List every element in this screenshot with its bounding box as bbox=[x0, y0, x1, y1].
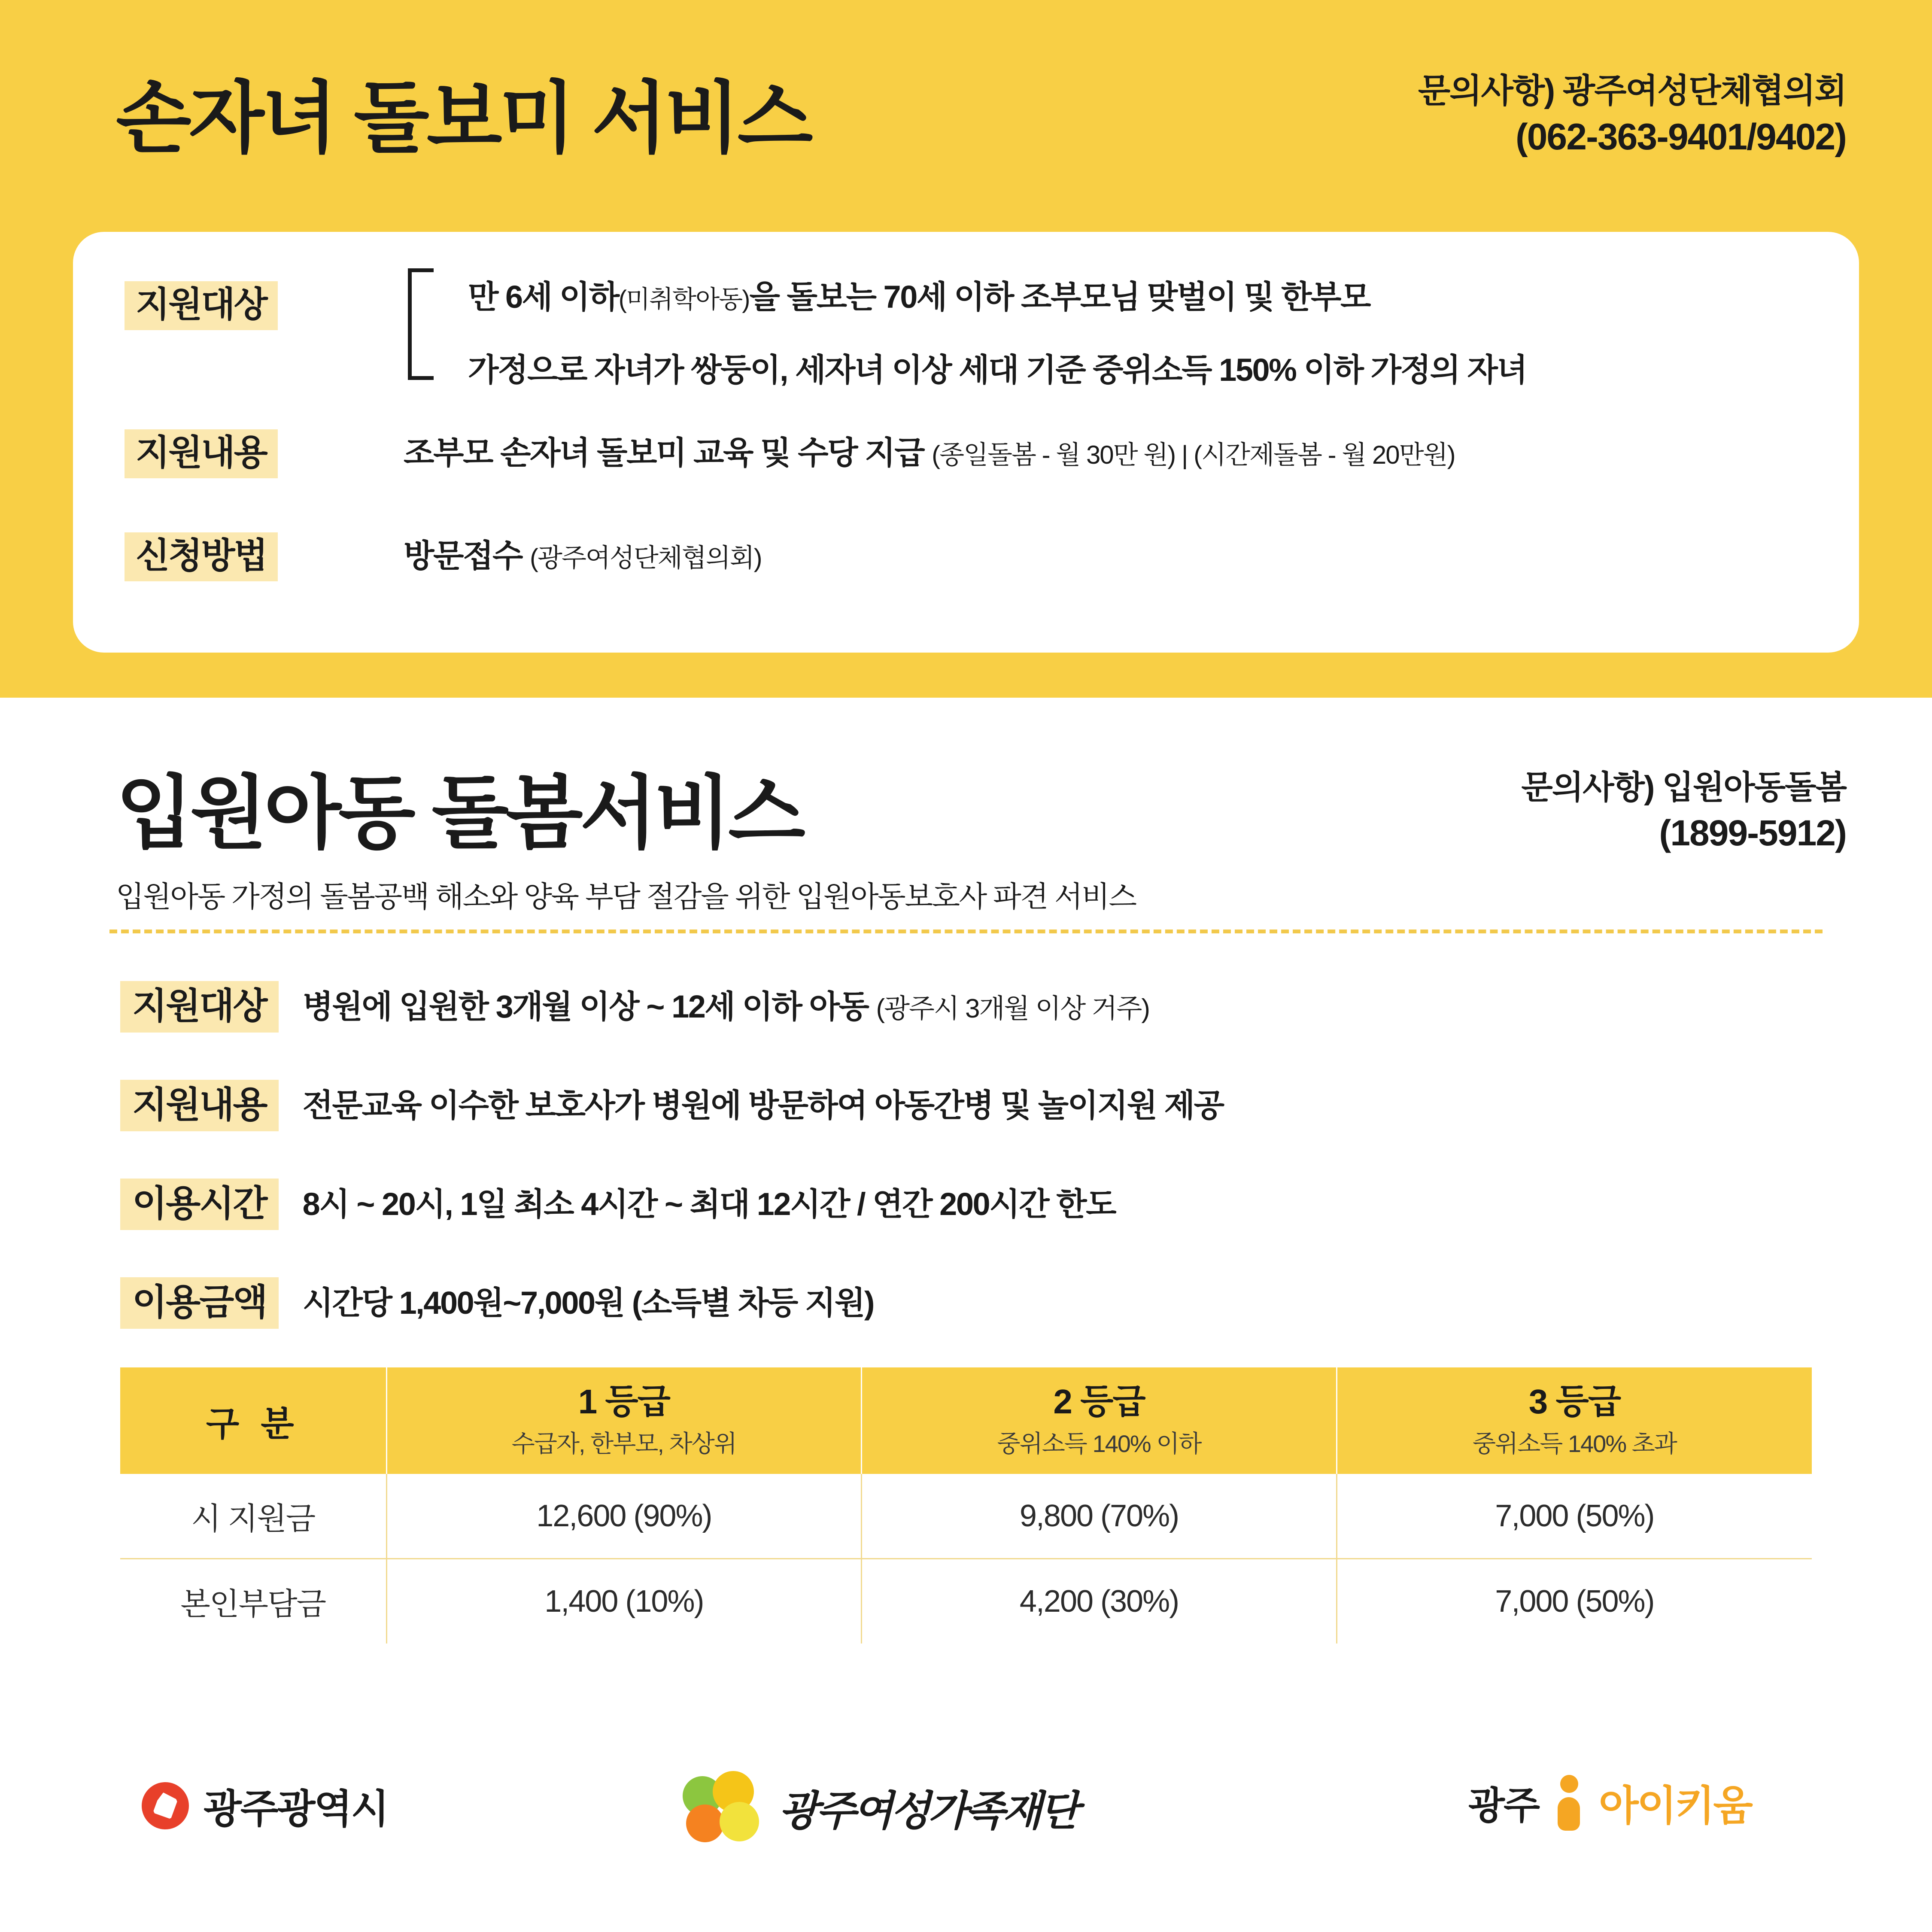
tag-support: 지원내용 bbox=[125, 429, 278, 478]
header-grade2-main: 2 등급 bbox=[1053, 1382, 1145, 1421]
cell-self-grade3: 7,000 (50%) bbox=[1495, 1584, 1654, 1619]
header-cell-gubun bbox=[120, 1367, 386, 1474]
header-gubun-label: 구 분 bbox=[206, 1404, 300, 1443]
bottom-eligibility-main: 병원에 입원한 3개월 이상 ~ 12세 이하 아동 bbox=[302, 989, 869, 1024]
header-grade3-main: 3 등급 bbox=[1528, 1382, 1621, 1421]
header-grade1-sub: 수급자, 한부모, 차상위 bbox=[511, 1430, 736, 1457]
section-title: 입원아동 돌봄서비스 bbox=[116, 769, 802, 858]
divider-dashed bbox=[109, 930, 1823, 933]
support-text bbox=[404, 437, 1455, 469]
fee-table-body bbox=[120, 1474, 1812, 1643]
fee-table-wrapper bbox=[120, 1367, 1812, 1643]
logo-gwangju-city bbox=[142, 1777, 388, 1834]
eligibility-line1-c: 을 돌보는 70세 이하 조부모님 맞벌이 및 한부모 bbox=[749, 279, 1370, 315]
contact-label: 문의사항) 광주여성단체협의회 bbox=[1418, 72, 1846, 109]
bottom-contact-label: 문의사항) 입원아동돌봄 bbox=[1521, 769, 1846, 806]
header-cell-grade1 bbox=[386, 1367, 862, 1474]
hospital-care-section bbox=[0, 698, 1932, 1932]
bracket-decoration bbox=[408, 268, 434, 380]
flower-mark-icon bbox=[683, 1771, 764, 1844]
cell-city-grade1: 12,600 (90%) bbox=[386, 1474, 862, 1559]
logo-foundation-label: 광주여성가족재단 bbox=[779, 1788, 1077, 1834]
bottom-row-hours bbox=[120, 1179, 1115, 1230]
logo-bar bbox=[0, 1754, 1932, 1883]
top-row-eligibility bbox=[125, 281, 278, 330]
bottom-hours-text: 8시 ~ 20시, 1일 최소 4시간 ~ 최대 12시간 / 연간 200시간 한도 bbox=[302, 1186, 1116, 1222]
logo-gwangju-ikium bbox=[1468, 1773, 1751, 1832]
eligibility-line-2: 가정으로 자녀가 쌍둥이, 세자녀 이상 세대 기준 중위소득 150% 이하 가정의 자녀 bbox=[468, 352, 1527, 388]
bottom-eligibility-text bbox=[303, 991, 1149, 1023]
cell-self-grade1: 1,400 (10%) bbox=[386, 1559, 862, 1644]
tag-eligibility: 지원대상 bbox=[125, 281, 278, 330]
eligibility-line1-a: 만 6세 이하 bbox=[468, 279, 619, 315]
apply-text-main: 방문접수 bbox=[404, 538, 522, 574]
fee-table bbox=[120, 1367, 1812, 1643]
eligibility-line-1 bbox=[468, 281, 1370, 313]
bottom-eligibility-sub: (광주시 3개월 이상 거주) bbox=[876, 994, 1149, 1024]
tag-bottom-hours: 이용시간 bbox=[120, 1179, 279, 1230]
header-grade2-sub: 중위소득 140% 이하 bbox=[997, 1430, 1201, 1457]
top-row-apply bbox=[125, 532, 278, 581]
logo-gwangju-women-family-foundation bbox=[683, 1771, 1077, 1844]
bottom-support-text: 전문교육 이수한 보호사가 병원에 방문하여 아동간병 및 놀이지원 제공 bbox=[302, 1088, 1224, 1123]
bottom-fee-text: 시간당 1,400원~7,000원 (소득별 차등 지원) bbox=[302, 1285, 874, 1321]
row-label-self-pay: 본인부담금 bbox=[120, 1559, 386, 1644]
cell-city-grade2: 9,800 (70%) bbox=[862, 1474, 1337, 1559]
grandchild-care-section bbox=[0, 0, 1932, 698]
eligibility-line1-b: (미취학아동) bbox=[618, 286, 750, 313]
tag-bottom-eligibility: 지원대상 bbox=[120, 981, 279, 1033]
logo-ikium-label: 아이키움 bbox=[1599, 1783, 1751, 1829]
support-text-main: 조부모 손자녀 돌보미 교육 및 수당 지급 bbox=[404, 435, 924, 471]
table-header-row bbox=[120, 1367, 1812, 1474]
person-mark-icon bbox=[1555, 1775, 1583, 1831]
bottom-contact-phone: (1899-5912) bbox=[1659, 813, 1846, 854]
gwangju-city-mark-icon bbox=[142, 1782, 189, 1829]
top-contact-block bbox=[1418, 69, 1846, 161]
row-label-city-subsidy: 시 지원금 bbox=[120, 1474, 386, 1559]
logo-gwangju-city-label: 광주광역시 bbox=[204, 1787, 388, 1831]
header-grade3-sub: 중위소득 140% 초과 bbox=[1472, 1430, 1677, 1457]
bottom-row-support bbox=[120, 1080, 1224, 1131]
cell-self-grade2: 4,200 (30%) bbox=[862, 1559, 1337, 1644]
header-grade1-main: 1 등급 bbox=[578, 1382, 670, 1421]
table-row bbox=[120, 1474, 1812, 1559]
bottom-row-eligibility bbox=[120, 981, 1149, 1033]
bottom-row-fee bbox=[120, 1277, 874, 1329]
section-subtitle: 입원아동 가정의 돌봄공백 해소와 양육 부담 절감을 위한 입원아동보호사 파견 서비스 bbox=[116, 881, 1136, 913]
contact-phone: (062-363-9401/9402) bbox=[1515, 116, 1846, 158]
header-cell-grade2 bbox=[862, 1367, 1337, 1474]
page-title: 손자녀 돌보미 서비스 bbox=[116, 74, 811, 162]
support-text-sub: (종일돌봄 - 월 30만 원) | (시간제돌봄 - 월 20만원) bbox=[932, 440, 1455, 469]
header-cell-grade3 bbox=[1337, 1367, 1812, 1474]
tag-apply: 신청방법 bbox=[125, 532, 278, 581]
tag-bottom-fee: 이용금액 bbox=[120, 1277, 279, 1329]
logo-ikium-prefix: 광주 bbox=[1468, 1784, 1539, 1827]
top-row-support bbox=[125, 429, 278, 478]
apply-text-sub: (광주여성단체협의회) bbox=[530, 544, 762, 572]
top-header bbox=[0, 0, 1932, 215]
table-row bbox=[120, 1559, 1812, 1644]
apply-text bbox=[404, 540, 762, 572]
fee-table-head bbox=[120, 1367, 1812, 1474]
tag-bottom-support: 지원내용 bbox=[120, 1080, 279, 1131]
bottom-contact-block bbox=[1521, 766, 1846, 857]
cell-city-grade3: 7,000 (50%) bbox=[1337, 1474, 1812, 1559]
